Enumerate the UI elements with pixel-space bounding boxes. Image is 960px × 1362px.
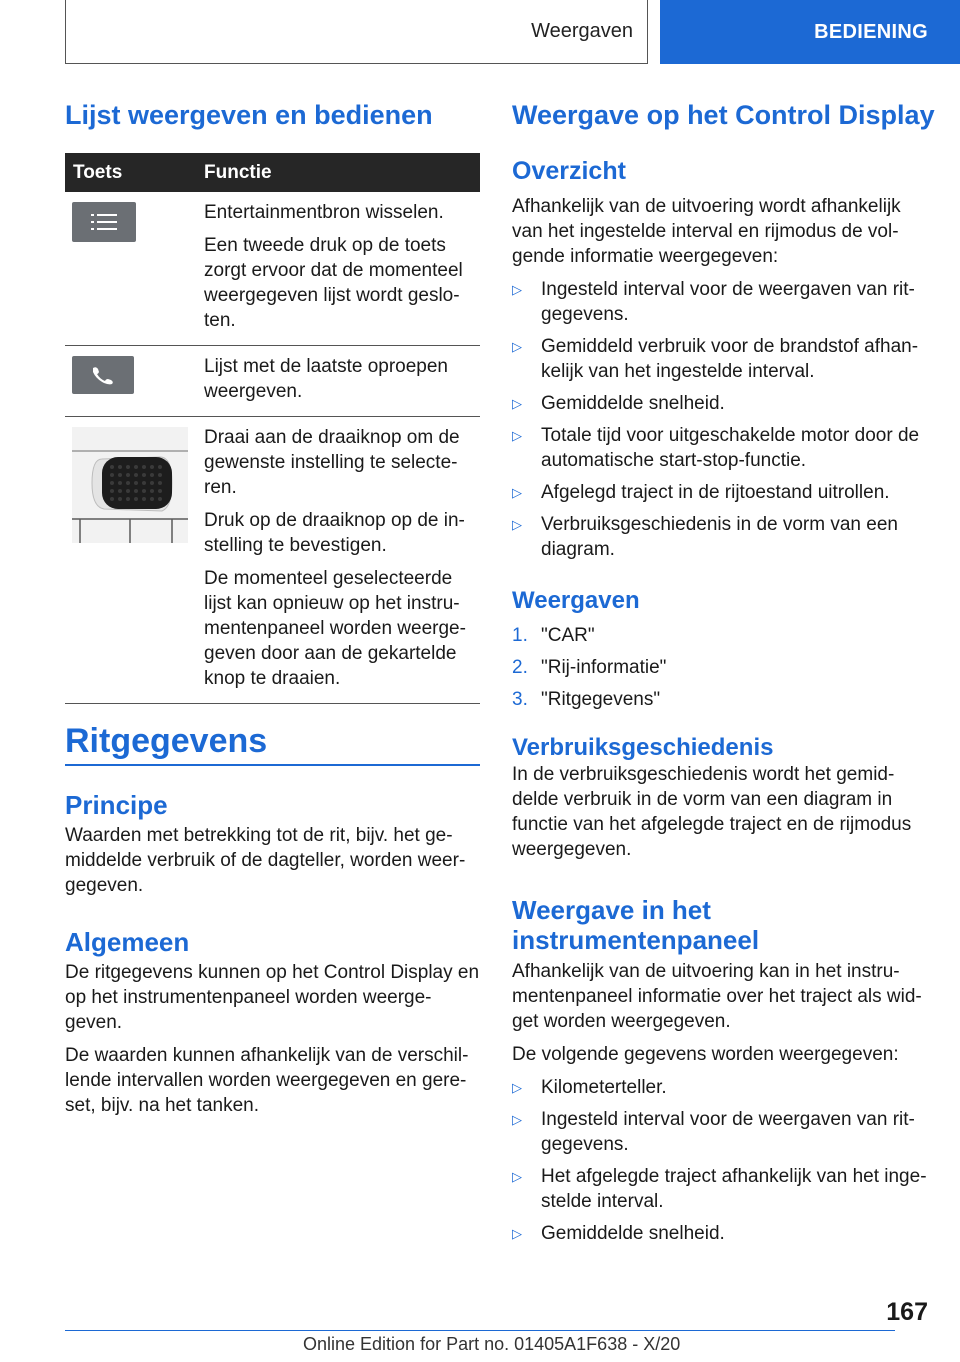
algemeen-block [65, 927, 480, 1118]
algemeen-text: De ritgegevens kunnen op het Control Display en op het instrumentenpaneel worden weerge-geven. [65, 962, 480, 1033]
list-item: ▷ Gemiddelde snelheid. [512, 1223, 725, 1244]
list-item: ▷ Gemiddeld verbruik voor de brandstof afhan-kelijk van het ingestelde interval. [512, 336, 919, 382]
principe-title: Principe [65, 790, 168, 820]
instrument-text: De volgende gegevens worden weergegeven: [512, 1044, 899, 1065]
col-function-header: Functie [196, 153, 480, 192]
overzicht-intro: Afhankelijk van de uitvoering wordt afhankelijk van het ingestelde interval en rijmodus de vol-gende informatie weergegeven: [512, 196, 901, 267]
principe-block [65, 790, 480, 898]
controller-knob-image [72, 427, 188, 543]
function-cell [196, 192, 480, 346]
algemeen-title: Algemeen [65, 927, 190, 957]
triangle-bullet-icon: ▷ [512, 1226, 522, 1241]
phone-icon [72, 356, 134, 394]
key-cell [65, 417, 196, 704]
triangle-bullet-icon: ▷ [512, 428, 522, 443]
page-number: 167 [886, 1298, 928, 1326]
function-cell [196, 417, 480, 704]
overzicht-title: Overzicht [512, 157, 626, 185]
edition-line: Online Edition for Part no. 01405A1F638 - X/20 [303, 1334, 681, 1354]
list-icon [72, 202, 136, 242]
list-item: ▷ Ingesteld interval voor de weergaven van rit-gegevens. [512, 1109, 915, 1155]
triangle-bullet-icon: ▷ [512, 396, 522, 411]
chapter-tab [660, 0, 960, 64]
instrument-title: Weergave in het instrumentenpaneel [512, 895, 760, 955]
triangle-bullet-icon: ▷ [512, 485, 522, 500]
function-text: Entertainmentbron wisselen. [204, 202, 444, 223]
table-header-row [65, 153, 480, 192]
list-item: ▷ Verbruiksgeschiedenis in de vorm van een diagram. [512, 514, 898, 560]
overzicht-list [512, 277, 930, 562]
overzicht-block [512, 157, 930, 569]
verbruik-text: In de verbruiksgeschiedenis wordt het gemid-delde verbruik in de vorm van een diagram in functie van het afgelegde traject en de rijmodus weergegeven. [512, 764, 912, 860]
list-item: ▷ Het afgelegde traject afhankelijk van het inge-stelde interval. [512, 1166, 927, 1212]
list-item: ▷ Kilometerteller. [512, 1077, 667, 1098]
list-item: ▷ Afgelegd traject in de rijtoestand uitrollen. [512, 482, 890, 503]
control-display-title: Weergave op het Control Display [512, 100, 935, 130]
verbruik-title: Verbruiksgeschiedenis [512, 734, 774, 761]
triangle-bullet-icon: ▷ [512, 1169, 522, 1184]
function-text: Lijst met de laatste oproepen weergeven. [204, 356, 448, 402]
table-row [65, 192, 480, 346]
list-item: ▷ Gemiddelde snelheid. [512, 393, 725, 414]
function-cell [196, 346, 480, 417]
triangle-bullet-icon: ▷ [512, 517, 522, 532]
key-function-table [65, 153, 480, 704]
function-text: Druk op de draaiknop op de in-stelling te bevestigen. [204, 510, 465, 556]
weergaven-title: Weergaven [512, 587, 640, 614]
triangle-bullet-icon: ▷ [512, 339, 522, 354]
weergaven-block [512, 587, 930, 719]
list-item: 3. "Ritgegevens" [512, 689, 661, 710]
key-cell [65, 192, 196, 346]
list-section-title: Lijst weergeven en bedienen [65, 100, 433, 130]
weergaven-steps [512, 623, 930, 712]
footer-rule [65, 1330, 895, 1331]
chapter-name: BEDIENING [814, 20, 928, 43]
function-text: Draai aan de draaiknop om de gewenste instelling te selecte-ren. [204, 427, 460, 498]
table-row [65, 417, 480, 704]
table-row [65, 346, 480, 417]
instrument-block [512, 895, 930, 1253]
key-cell [65, 346, 196, 417]
triangle-bullet-icon: ▷ [512, 282, 522, 297]
list-item: ▷ Totale tijd voor uitgeschakelde motor door de automatische start-stop-functie. [512, 425, 920, 471]
list-item: 2. "Rij-informatie" [512, 657, 667, 678]
principe-text: Waarden met betrekking tot de rit, bijv. het ge-middelde verbruik of de dagteller, worden weer-gegeven. [65, 825, 466, 896]
list-item: 1. "CAR" [512, 625, 595, 646]
instrument-list [512, 1075, 930, 1246]
col-key-header: Toets [65, 153, 196, 192]
triangle-bullet-icon: ▷ [512, 1112, 522, 1127]
ritgegevens-title: Ritgegevens [65, 722, 268, 760]
function-text: Een tweede druk op de toets zorgt ervoor dat de momenteel weergegeven lijst wordt geslo-ten. [204, 235, 463, 331]
triangle-bullet-icon: ▷ [512, 1080, 522, 1095]
verbruik-block [512, 734, 930, 862]
list-item: ▷ Ingesteld interval voor de weergaven van rit-gegevens. [512, 279, 915, 325]
function-text: De momenteel geselecteerde lijst kan opnieuw op het instru-mentenpaneel worden weerge-geven door aan de gekartelde knop te draaien. [204, 568, 466, 689]
algemeen-text: De waarden kunnen afhankelijk van de verschil-lende intervallen worden weergegeven en gere-set, bijv. na het tanken. [65, 1045, 469, 1116]
section-name: Weergaven [531, 20, 633, 42]
running-header [65, 0, 648, 64]
title-rule [65, 764, 480, 766]
instrument-text: Afhankelijk van de uitvoering kan in het instru-mentenpaneel informatie over het traject als wid-get worden weergegeven. [512, 961, 922, 1032]
